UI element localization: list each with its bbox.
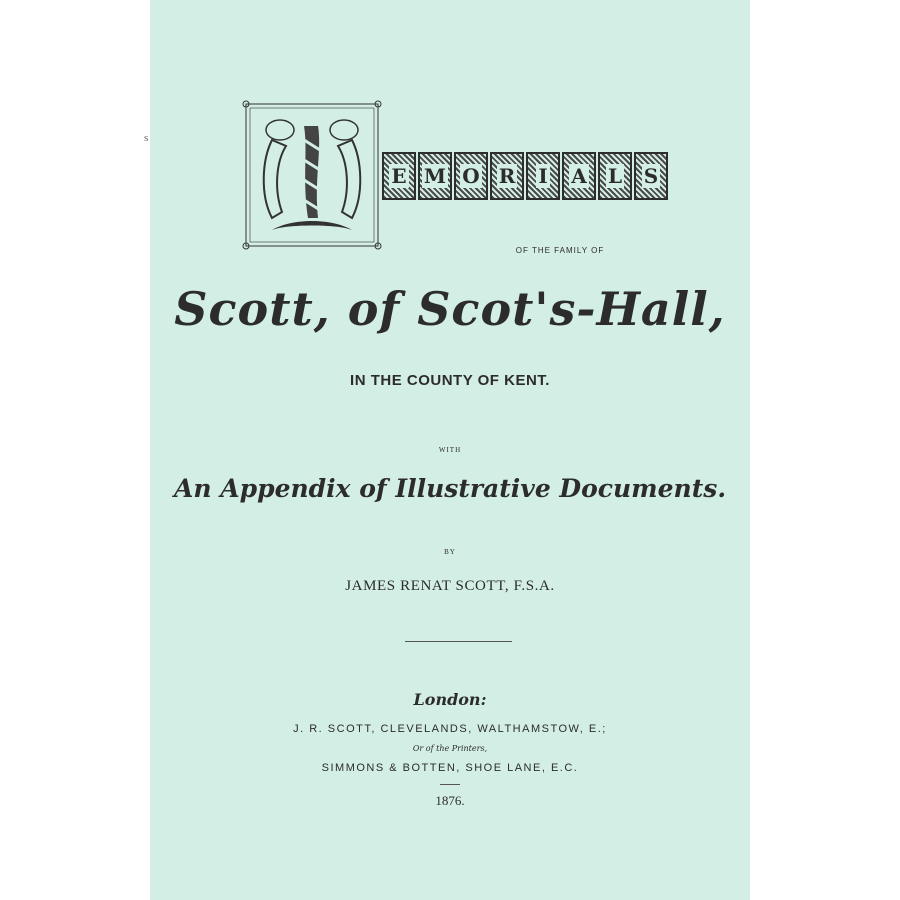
county-text: IN THE COUNTY OF KENT. xyxy=(350,372,550,389)
appendix-title: An Appendix of Illustrative Documents. xyxy=(173,474,727,503)
of-the-family-text: OF THE FAMILY OF xyxy=(515,246,605,255)
banner-letter: L xyxy=(598,152,632,200)
memorials-banner xyxy=(382,152,670,200)
printers-text: SIMMONS & BOTTEN, SHOE LANE, E.C. xyxy=(321,762,579,774)
banner-letter: S xyxy=(634,152,668,200)
by-text: BY xyxy=(444,548,456,556)
short-rule xyxy=(440,784,460,785)
divider-rule xyxy=(405,641,512,642)
title-page xyxy=(150,0,750,900)
publication-year: 1876. xyxy=(435,793,465,808)
banner-letter: M xyxy=(418,152,452,200)
banner-letter: E xyxy=(382,152,416,200)
imprint-city: London: xyxy=(413,690,487,709)
banner-letter: R xyxy=(490,152,524,200)
author-name: JAMES RENAT SCOTT, F.S.A. xyxy=(345,578,555,594)
or-printers-text: Or of the Printers, xyxy=(412,744,488,753)
banner-letter: A xyxy=(562,152,596,200)
banner-letter: I xyxy=(526,152,560,200)
ornamental-initial-m xyxy=(242,100,382,250)
publisher-text: J. R. SCOTT, CLEVELANDS, WALTHAMSTOW, E.; xyxy=(293,723,607,735)
with-text: WITH xyxy=(438,446,462,454)
banner-letter: O xyxy=(454,152,488,200)
margin-mark: s xyxy=(144,132,149,144)
family-name: Scott, of Scot's-Hall, xyxy=(174,282,726,336)
